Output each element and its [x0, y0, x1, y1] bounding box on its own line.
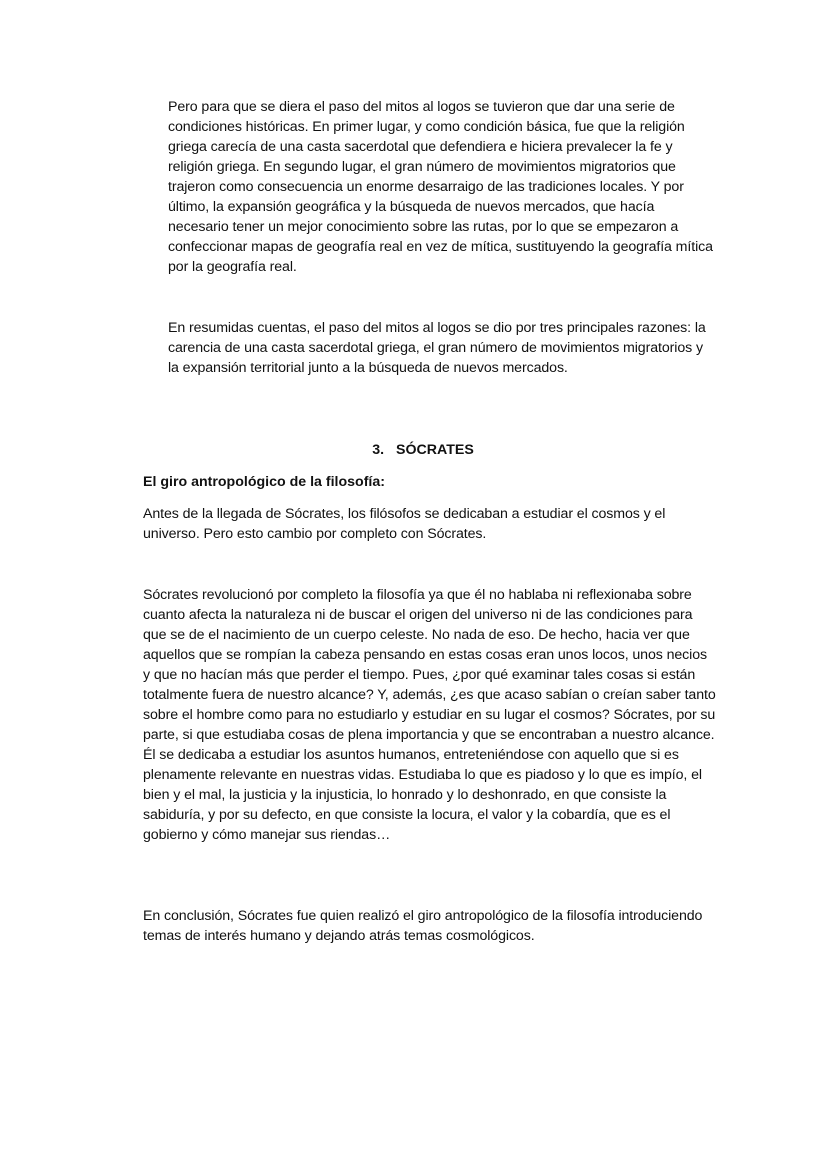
paragraph-historical-conditions: Pero para que se diera el paso del mitos al logos se tuvieron que dar una serie de condiciones históricas. En primer lugar, y como condición básica, fue que la religión griega carecía de una casta sacerdotal que defendiera e hiciera prevalecer la fe y religión griega. En segundo lugar, el gran número de movimientos migratorios que trajeron como consecuencia un enorme desarraigo de las tradiciones locales. Y por último, la expansión geográfica y la búsqueda de nuevos mercados, que hacía necesario tener un mejor conocimiento sobre las rutas, por lo que se empezaron a confeccionar mapas de geografía real en vez de mítica, sustituyendo la geografía mítica por la geografía real.: [168, 99, 713, 275]
paragraph-conclusion: En conclusión, Sócrates fue quien realizó el giro antropológico de la filosofía introduciendo temas de interés humano y dejando atrás temas cosmológicos.: [143, 908, 703, 944]
paragraph-socrates-revolution: Sócrates revolucionó por completo la filosofía ya que él no hablaba ni reflexionaba sobre cuanto afecta la naturaleza ni de buscar el origen del universo ni de las condiciones para que se de el nacimiento de un cuerpo celeste. No nada de eso. De hecho, hacia ver que aquellos que se rompían la cabeza pensando en estas cosas eran unos locos, unos necios y que no hacían más que perder el tiempo. Pues, ¿por qué examinar tales cosas si están totalmente fuera de nuestro alcance? Y, además, ¿es que acaso sabían o creían saber tanto sobre el hombre como para no estudiarlo y estudiar en su lugar el cosmos? Sócrates, por su parte, si que estudiaba cosas de plena importancia y que se encontraban a nuestro alcance. Él se dedicaba a estudiar los asuntos humanos, entreteniéndose con aquello que si es plenamente relevante en nuestras vidas. Estudiaba lo que es piadoso y lo que es impío, el bien y el mal, la justicia y la injusticia, lo honrado y lo deshonrado, en que consiste la sabiduría, y por su defecto, en que consiste la locura, el valor y la cobardía, que es el gobierno y cómo manejar sus riendas…: [143, 587, 716, 843]
paragraph-summary: En resumidas cuentas, el paso del mitos al logos se dio por tres principales razones: la carencia de una casta sacerdotal griega, el gran número de movimientos migratorios y la expansión territorial junto a la búsqueda de nuevos mercados.: [168, 320, 706, 376]
section-title: SÓCRATES: [396, 442, 474, 458]
section-number: 3.: [372, 442, 385, 458]
subheading-anthropological-turn: El giro antropológico de la filosofía:: [143, 474, 385, 490]
section-heading: [0, 440, 828, 460]
paragraph-before-socrates: Antes de la llegada de Sócrates, los filósofos se dedicaban a estudiar el cosmos y el universo. Pero esto cambio por completo con Sócrates.: [143, 506, 666, 542]
